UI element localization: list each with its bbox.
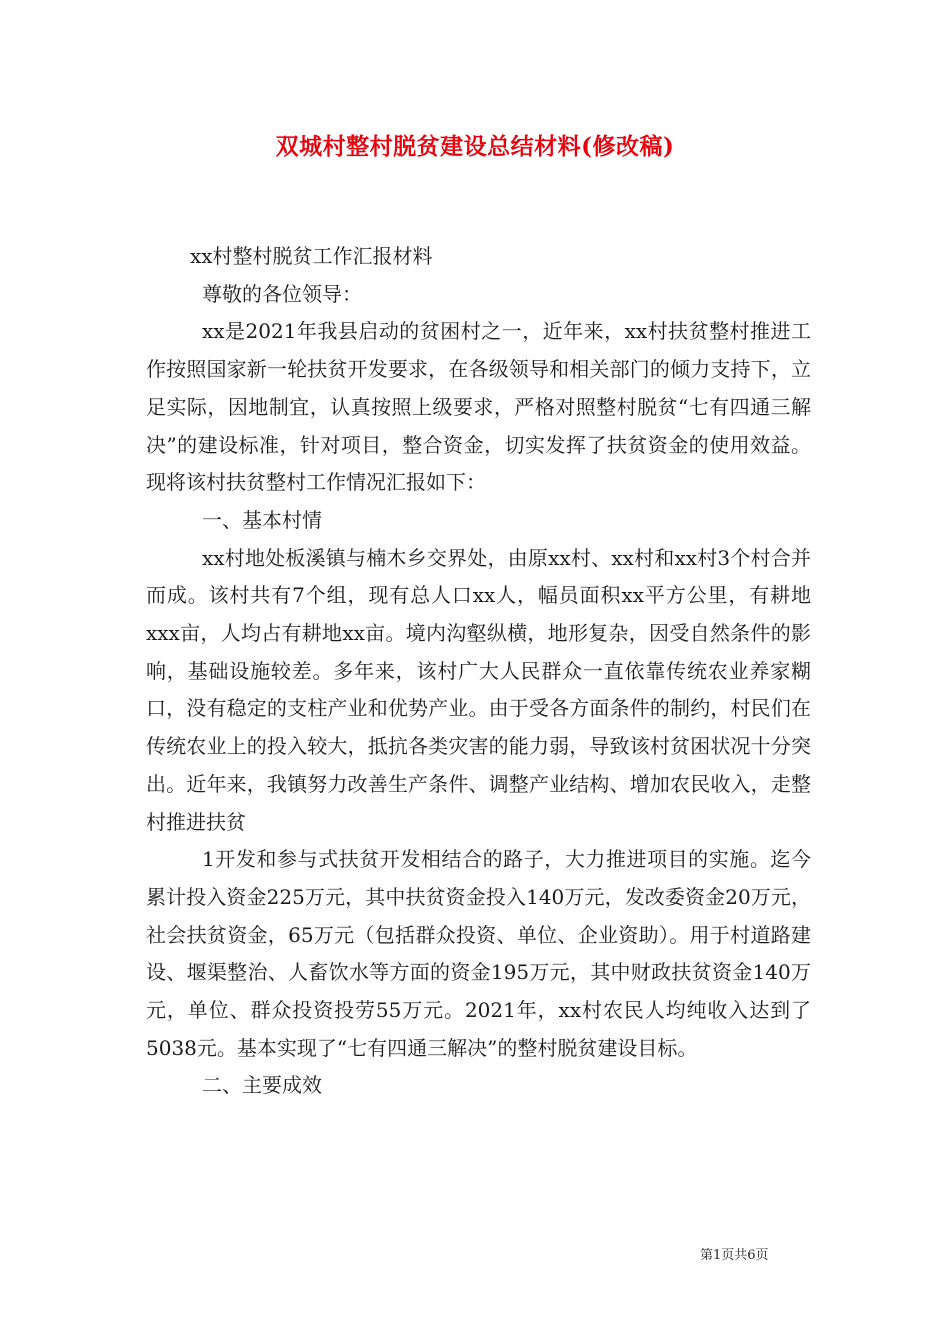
page-number: 第1页共6页 (700, 1248, 769, 1263)
section-heading-basic-info: 一、基本村情 (202, 507, 322, 532)
document-title: 双城村整村脱贫建设总结材料(修改稿) (275, 133, 675, 160)
salutation: 尊敬的各位领导： (202, 281, 362, 306)
report-subtitle: xx村整村脱贫工作汇报材料 (190, 244, 433, 268)
intro-paragraph: xx是2021年我县启动的贫困村之一，近年来，xx村扶贫整村推进工作按照国家新一轮扶贫开发要求，在各级领导和相关部门的倾力支持下，立足实际，因地制宜，认真按照上级要求，严格对照整村脱贫“七有四通三解决”的建设标准，针对项目，整合资金，切实发挥了扶贫资金的使用效益。现将该村扶贫整村工作情况汇报如下： (146, 319, 811, 495)
funding-paragraph: 1开发和参与式扶贫开发相结合的路子，大力推进项目的实施。迄今累计投入资金225万元，其中扶贫资金投入140万元，发改委资金20万元，社会扶贫资金，65万元（包括群众投资、单位、企业资助）。用于村道路建设、堰渠整治、人畜饮水等方面的资金195万元，其中财政扶贫资金140万元，单位、群众投资投劳55万元。2021年，xx村农民人均纯收入达到了5038元。基本实现了“七有四通三解决”的整村脱贫建设目标。 (146, 847, 811, 1060)
basic-info-paragraph: xx村地处板溪镇与楠木乡交界处，由原xx村、xx村和xx村3个村合并而成。该村共有7个组，现有总人口xx人，幅员面积xx平方公里，有耕地xxx亩，人均占有耕地xx亩。境内沟壑纵横，地形复杂，因受自然条件的影响，基础设施较差。多年来，该村广大人民群众一直依靠传统农业养家糊口，没有稳定的支柱产业和优势产业。由于受各方面条件的制约，村民们在传统农业上的投入较大，抵抗各类灾害的能力弱，导致该村贫困状况十分突出。近年来，我镇努力改善生产条件、调整产业结构、增加农民收入，走整村推进扶贫 (146, 545, 811, 834)
section-heading-main-results: 二、主要成效 (202, 1073, 322, 1098)
document-body (146, 238, 811, 1105)
